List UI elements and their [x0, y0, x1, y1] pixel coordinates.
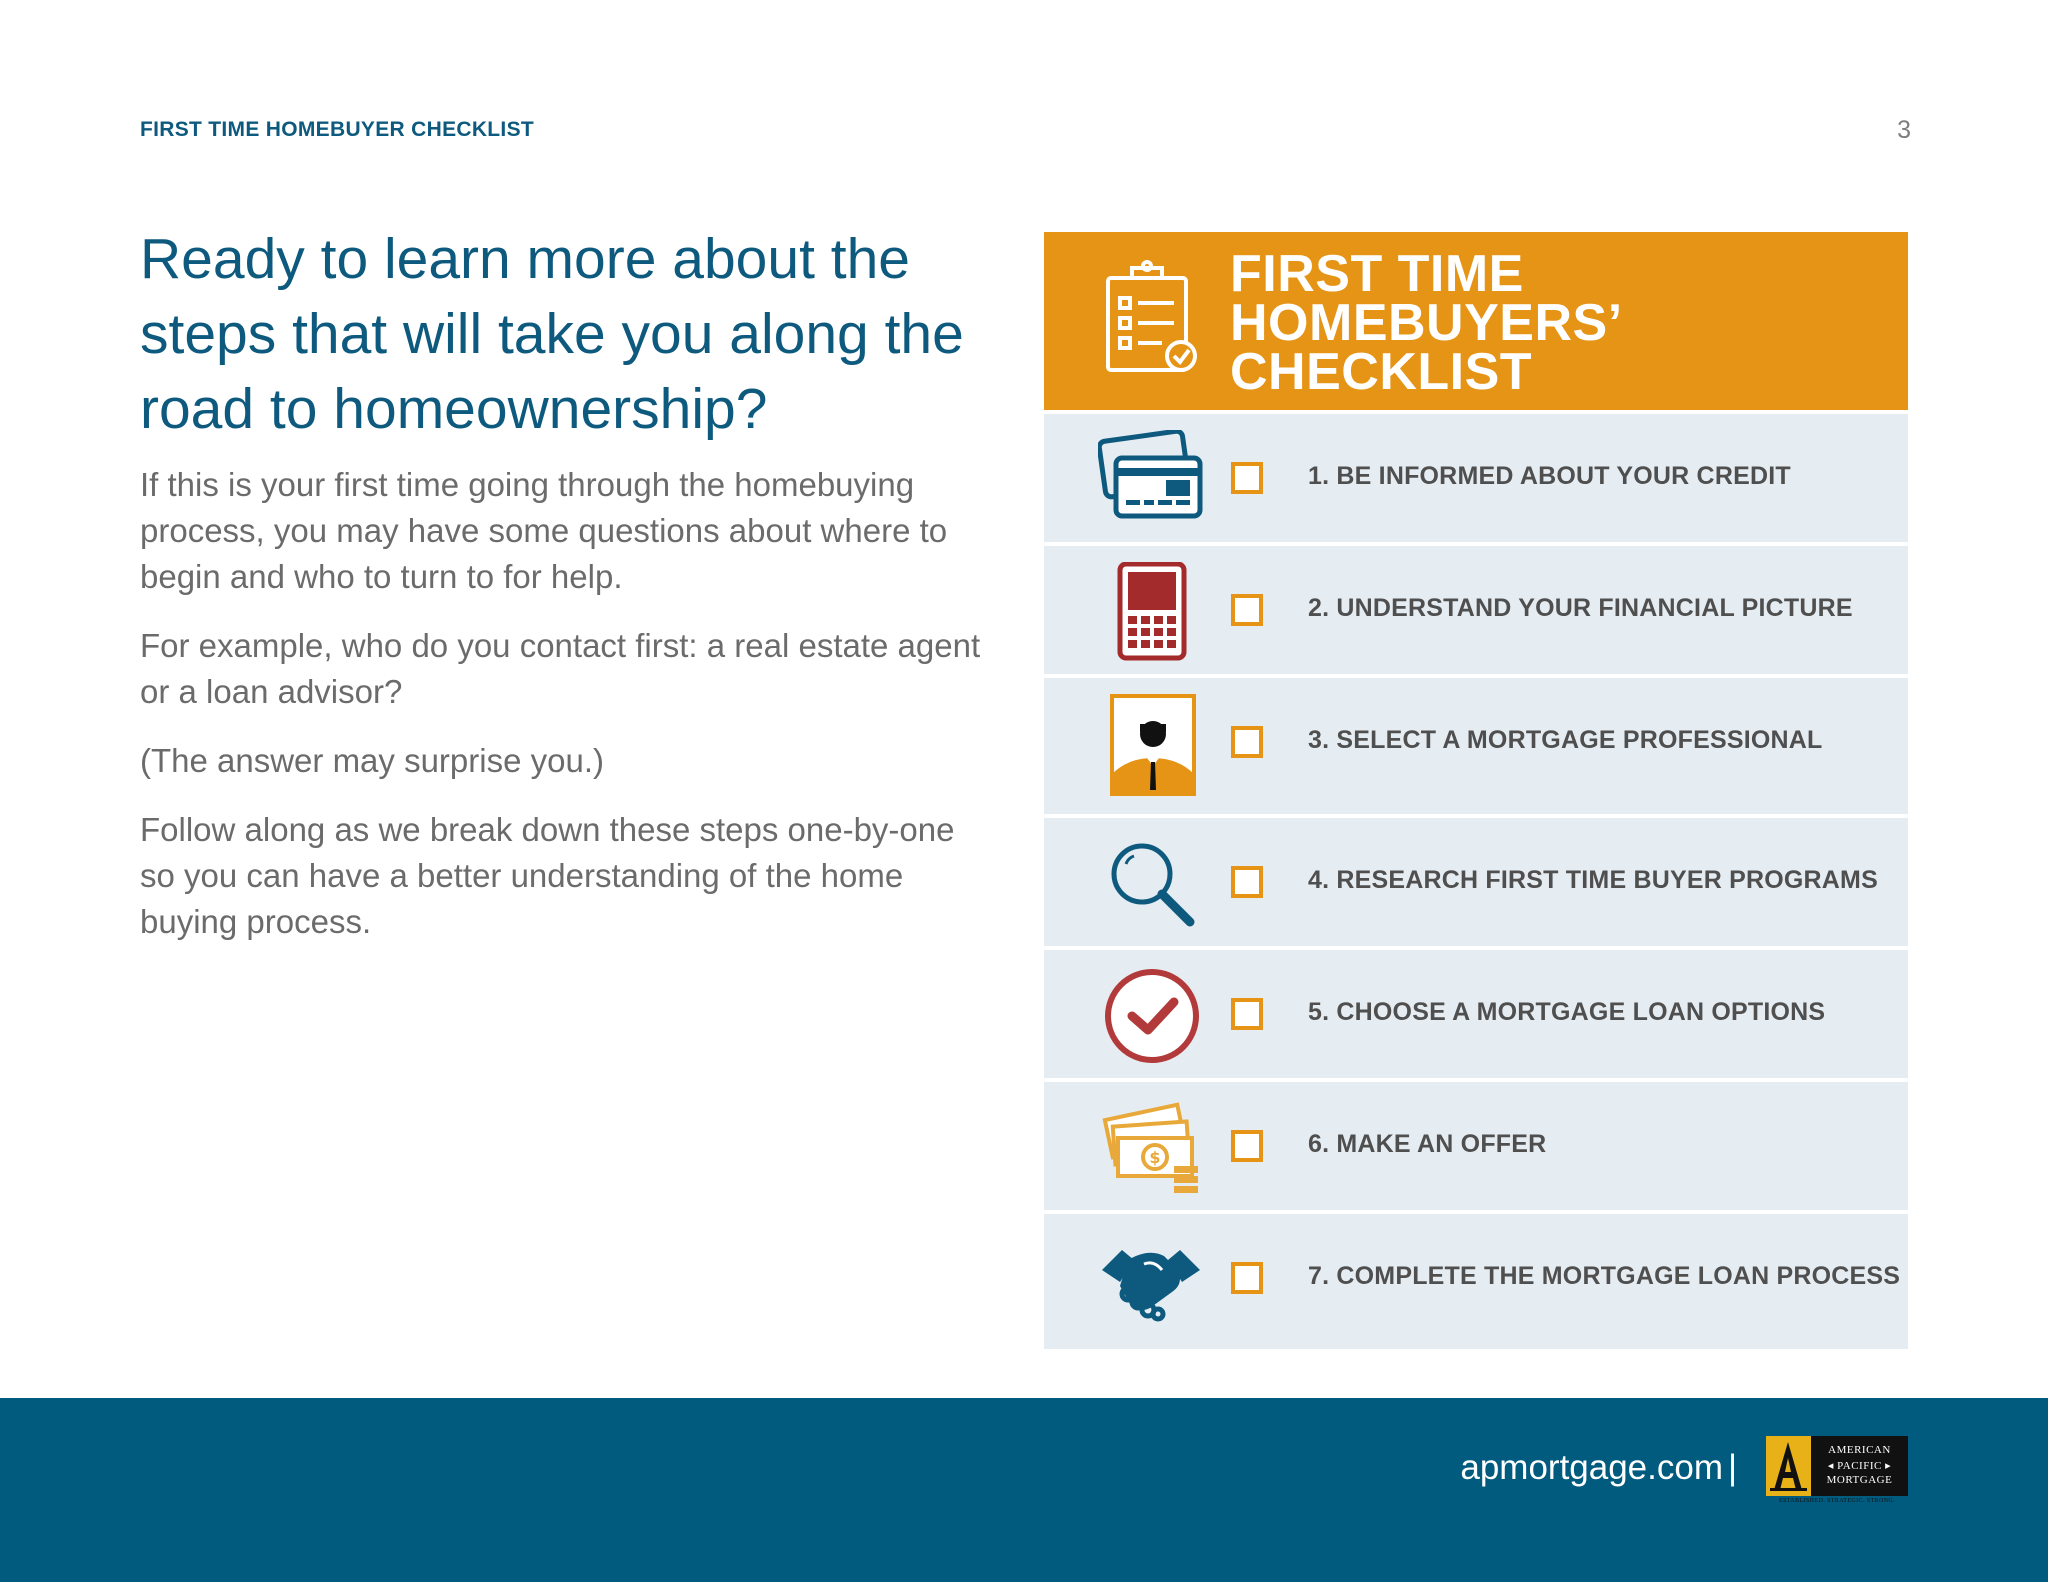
- checkbox[interactable]: [1231, 866, 1263, 898]
- checklist-title: [1230, 245, 1623, 401]
- footer-separator: |: [1728, 1448, 1738, 1487]
- checkbox[interactable]: [1231, 462, 1263, 494]
- logo-letter-icon: [1766, 1436, 1811, 1496]
- page-number: 3: [1897, 116, 1911, 144]
- handshake-icon: [1098, 1230, 1204, 1330]
- checkbox[interactable]: [1231, 1130, 1263, 1162]
- checklist-item-label: 4. RESEARCH FIRST TIME BUYER PROGRAMS: [1308, 866, 1878, 894]
- logo-line-1: AMERICAN: [1828, 1444, 1891, 1456]
- logo-line-3: MORTGAGE: [1826, 1474, 1893, 1486]
- logo-text-block: [1811, 1436, 1908, 1496]
- logo-tagline: ESTABLISHED. STRATEGIC. STRONG.: [1778, 1498, 1896, 1504]
- paragraph-2: For example, who do you contact first: a real estate agent or a loan advisor?: [140, 627, 981, 710]
- paragraph-1: If this is your first time going through the homebuying process, you may have some questions about where to begin and who to turn to for help.: [140, 466, 948, 595]
- footer: [0, 1398, 2048, 1582]
- checklist-item-2: [1044, 546, 1908, 674]
- checklist-item-4: [1044, 818, 1908, 946]
- calculator-icon: [1098, 562, 1204, 662]
- logo-letter-block: [1766, 1436, 1811, 1496]
- checklist-title-line-2: HOMEBUYERS’: [1230, 294, 1623, 352]
- clipboard-checklist-icon: [1102, 258, 1202, 381]
- headline: Ready to learn more about the steps that will take you along the road to homeownership?: [140, 227, 964, 441]
- checklist-item-6: [1044, 1082, 1908, 1210]
- checklist-item-7: [1044, 1214, 1908, 1349]
- checkbox[interactable]: [1231, 998, 1263, 1030]
- checklist-header: [1044, 232, 1908, 410]
- paragraph-3: (The answer may surprise you.): [140, 742, 604, 779]
- checklist-title-line-3: CHECKLIST: [1230, 343, 1533, 401]
- checkbox[interactable]: [1231, 594, 1263, 626]
- checklist-item-5: [1044, 950, 1908, 1078]
- credit-card-icon: [1098, 430, 1204, 530]
- checklist-item-label: 6. MAKE AN OFFER: [1308, 1130, 1547, 1158]
- paragraph-4: Follow along as we break down these steps one-by-one so you can have a better understanding of the home buying process.: [140, 811, 955, 940]
- professional-portrait-icon: [1098, 694, 1204, 794]
- svg-text:$: $: [1149, 1148, 1161, 1167]
- footer-url-link[interactable]: apmortgage.com: [1460, 1448, 1723, 1487]
- logo-line-2: ◂ PACIFIC ▸: [1827, 1460, 1892, 1472]
- checklist-item-label: 2. UNDERSTAND YOUR FINANCIAL PICTURE: [1308, 594, 1853, 622]
- checklist-item-label: 3. SELECT A MORTGAGE PROFESSIONAL: [1308, 726, 1823, 754]
- header-title: FIRST TIME HOMEBUYER CHECKLIST: [140, 118, 535, 141]
- checklist-item-1: [1044, 414, 1908, 542]
- body-text: [140, 462, 990, 968]
- checklist-item-3: [1044, 678, 1908, 814]
- checklist-item-label: 5. CHOOSE A MORTGAGE LOAN OPTIONS: [1308, 998, 1826, 1026]
- checklist-item-label: 1. BE INFORMED ABOUT YOUR CREDIT: [1308, 462, 1791, 490]
- checklist-item-label: 7. COMPLETE THE MORTGAGE LOAN PROCESS: [1308, 1262, 1901, 1290]
- check-circle-icon: [1098, 966, 1204, 1066]
- money-icon: [1098, 1098, 1204, 1198]
- checklist-panel: [1044, 232, 1908, 1349]
- magnifying-glass-icon: [1098, 834, 1204, 934]
- checkbox[interactable]: [1231, 1262, 1263, 1294]
- company-logo: [1766, 1436, 1908, 1508]
- checklist-title-line-1: FIRST TIME: [1230, 245, 1524, 303]
- checkbox[interactable]: [1231, 726, 1263, 758]
